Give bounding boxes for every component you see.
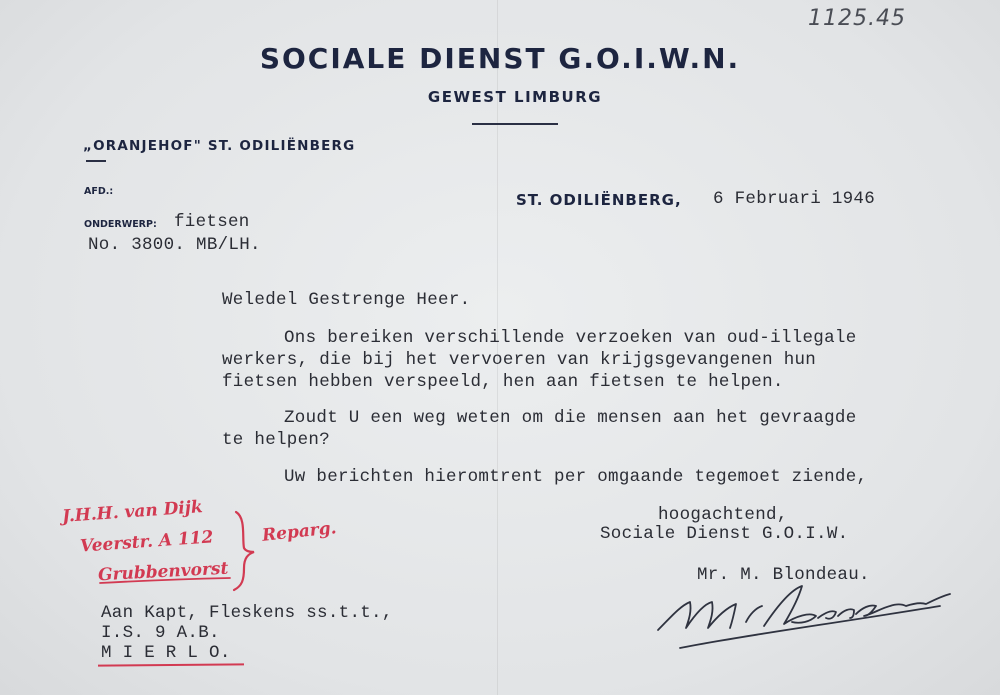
- annotation-town: Grubbenvorst: [97, 558, 229, 586]
- annotation-side-note: Reparg.: [261, 518, 338, 546]
- paragraph1-line: fietsen hebben verspeeld, hen aan fietsen te helpen.: [222, 372, 784, 392]
- paragraph1-line: Ons bereiken verschillende verzoeken van oud-illegale: [284, 328, 857, 348]
- letter-date: 6 Februari 1946: [713, 189, 876, 209]
- afd-label: AFD.:: [84, 186, 114, 197]
- region-name: GEWEST LIMBURG: [427, 88, 603, 106]
- recipient-line: I.S. 9 A.B.: [101, 623, 220, 643]
- archive-number: 1125.45: [808, 6, 906, 31]
- place-name: ST. ODILIËNBERG,: [516, 191, 682, 209]
- annotation-underline: [96, 575, 236, 589]
- address-rule: [86, 160, 106, 162]
- paragraph3: Uw berichten hieromtrent per omgaande tegemoet ziende,: [284, 467, 868, 487]
- paragraph2-line: Zoudt U een weg weten om die mensen aan het gevraagde: [284, 408, 857, 428]
- organization-name: SOCIALE DIENST G.O.I.W.N.: [259, 42, 741, 75]
- recipient-line: Aan Kapt, Fleskens ss.t.t.,: [101, 603, 393, 623]
- signatory-name: Mr. M. Blondeau.: [697, 565, 870, 585]
- recipient-town: M I E R L O.: [101, 643, 231, 663]
- signature-graphic: [650, 578, 960, 658]
- paragraph2-line: te helpen?: [222, 430, 331, 450]
- letterhead-rule: [472, 123, 558, 125]
- salutation: Weledel Gestrenge Heer.: [222, 290, 471, 310]
- annotation-street: Veerstr. A 112: [79, 527, 215, 557]
- subject-label: ONDERWERP:: [84, 219, 157, 230]
- signatory-organization: Sociale Dienst G.O.I.W.: [600, 524, 849, 544]
- paragraph1-line: werkers, die bij het vervoeren van krijgsgevangenen hun: [222, 350, 817, 370]
- subject-value: fietsen: [174, 212, 250, 232]
- recipient-underline: [98, 663, 244, 666]
- closing: hoogachtend,: [658, 505, 788, 525]
- sender-address: „ORANJEHOF" ST. ODILIËNBERG: [83, 138, 356, 154]
- reference-number: No. 3800. MB/LH.: [88, 235, 261, 255]
- annotation-name: J.H.H. van Dijk: [61, 497, 204, 527]
